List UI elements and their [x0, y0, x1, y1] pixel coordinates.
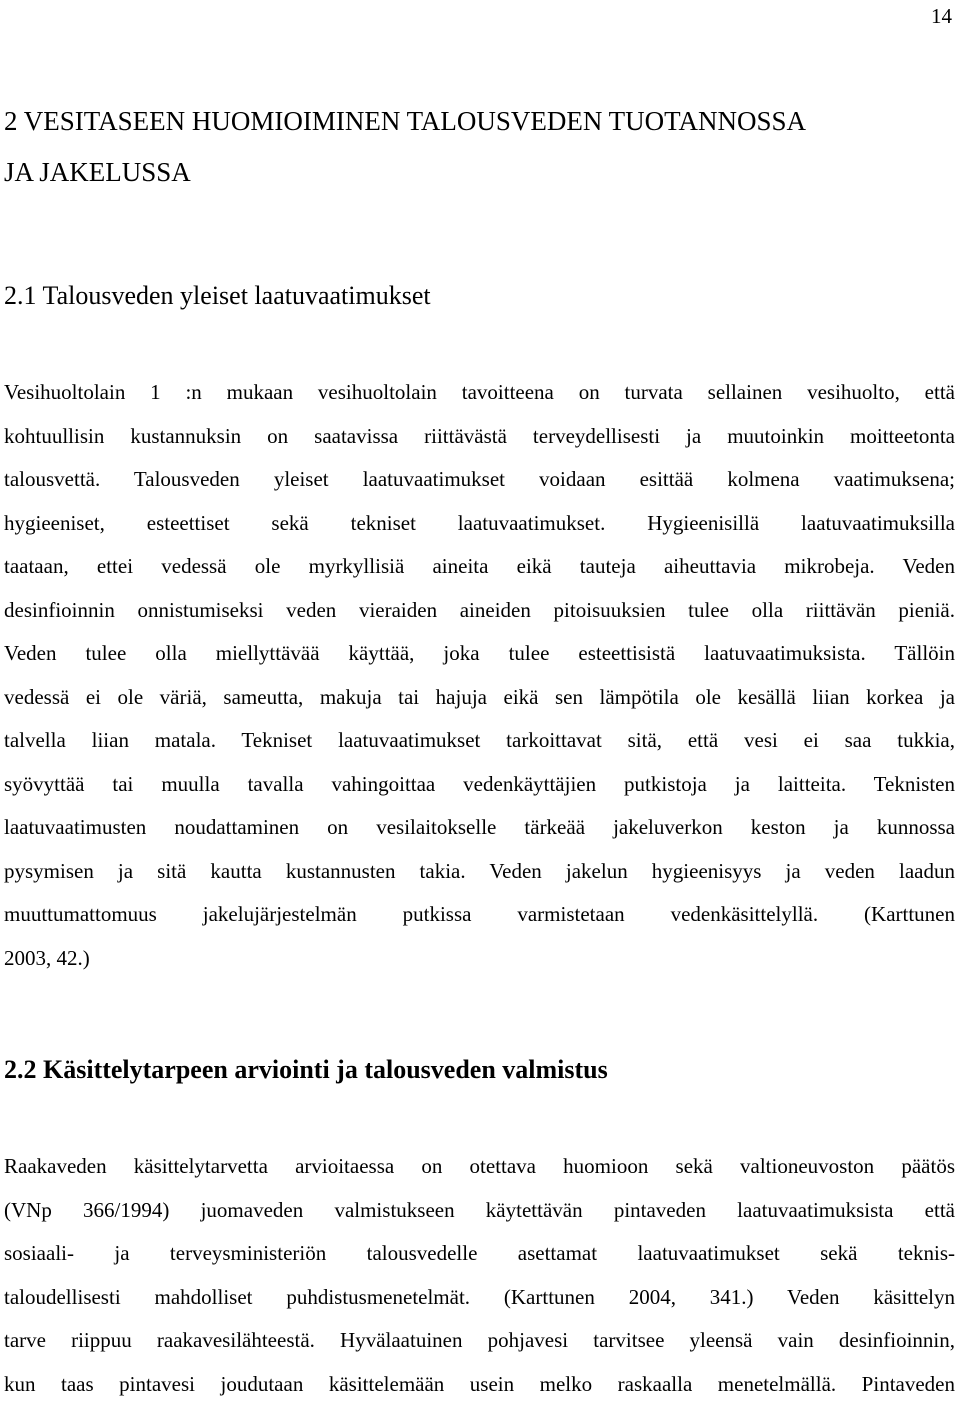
- paragraph-line: hygieeniset, esteettiset sekä tekniset laatuvaatimukset. Hygieenisillä laatuvaatimuksilla: [4, 502, 955, 546]
- page-number: 14: [931, 4, 952, 28]
- paragraph-line: desinfioinnin onnistumiseksi veden vieraiden aineiden pitoisuuksien tulee olla riittävän pieniä.: [4, 589, 955, 633]
- paragraph-line: sosiaali- ja terveysministeriön talousvedelle asettamat laatuvaatimukset sekä teknis-: [4, 1232, 955, 1276]
- paragraph-line: kun taas pintavesi joudutaan käsittelemään usein melko raskaalla menetelmällä. Pintaveden: [4, 1363, 955, 1406]
- paragraph-line: (VNp 366/1994) juomaveden valmistukseen käytettävän pintaveden laatuvaatimuksista että: [4, 1189, 955, 1233]
- chapter-title-line: 2 VESITASEEN HUOMIOIMINEN TALOUSVEDEN TUOTANNOSSA: [4, 96, 956, 147]
- body-paragraph-section-2: [4, 1145, 955, 1406]
- paragraph-line: Veden tulee olla miellyttävää käyttää, joka tulee esteettisistä laatuvaatimuksista. Tällöin: [4, 632, 955, 676]
- paragraph-line: muuttumattomuus jakelujärjestelmän putkissa varmistetaan vedenkäsittelyllä. (Karttunen: [4, 893, 955, 937]
- paragraph-line: talvella liian matala. Tekniset laatuvaatimukset tarkoittavat sitä, että vesi ei saa tukkia,: [4, 719, 955, 763]
- paragraph-line: laatuvaatimusten noudattaminen on vesilaitokselle tärkeää jakeluverkon keston ja kunnossa: [4, 806, 955, 850]
- paragraph-line: taloudellisesti mahdolliset puhdistusmenetelmät. (Karttunen 2004, 341.) Veden käsittelyn: [4, 1276, 955, 1320]
- body-paragraph-section-1: [4, 371, 955, 980]
- paragraph-line: vedessä ei ole väriä, sameutta, makuja tai hajuja eikä sen lämpötila ole kesällä liian korkea ja: [4, 676, 955, 720]
- chapter-title-line: JA JAKELUSSA: [4, 147, 956, 198]
- chapter-title: [4, 96, 956, 198]
- paragraph-line: tarve riippuu raakavesilähteestä. Hyvälaatuinen pohjavesi tarvitsee yleensä vain desinfioinnin,: [4, 1319, 955, 1363]
- paragraph-line: taataan, ettei vedessä ole myrkyllisiä aineita eikä tauteja aiheuttavia mikrobeja. Veden: [4, 545, 955, 589]
- paragraph-line: Raakaveden käsittelytarvetta arvioitaessa on otettava huomioon sekä valtioneuvoston päätös: [4, 1145, 955, 1189]
- paragraph-line: talousvettä. Talousveden yleiset laatuvaatimukset voidaan esittää kolmena vaatimuksena;: [4, 458, 955, 502]
- paragraph-line: Vesihuoltolain 1 :n mukaan vesihuoltolain tavoitteena on turvata sellainen vesihuolto, että: [4, 371, 955, 415]
- paragraph-line: syövyttää tai muulla tavalla vahingoittaa vedenkäyttäjien putkistoja ja laitteita. Teknisten: [4, 763, 955, 807]
- section-title-2-2: 2.2 Käsittelytarpeen arviointi ja talousveden valmistus: [4, 1053, 608, 1087]
- paragraph-line: 2003, 42.): [4, 937, 955, 981]
- paragraph-line: kohtuullisin kustannuksin on saatavissa riittävästä terveydellisesti ja muutoinkin moitteetonta: [4, 415, 955, 459]
- paragraph-line: pysymisen ja sitä kautta kustannusten takia. Veden jakelun hygieenisyys ja veden laadun: [4, 850, 955, 894]
- section-title-2-1: 2.1 Talousveden yleiset laatuvaatimukset: [4, 279, 431, 313]
